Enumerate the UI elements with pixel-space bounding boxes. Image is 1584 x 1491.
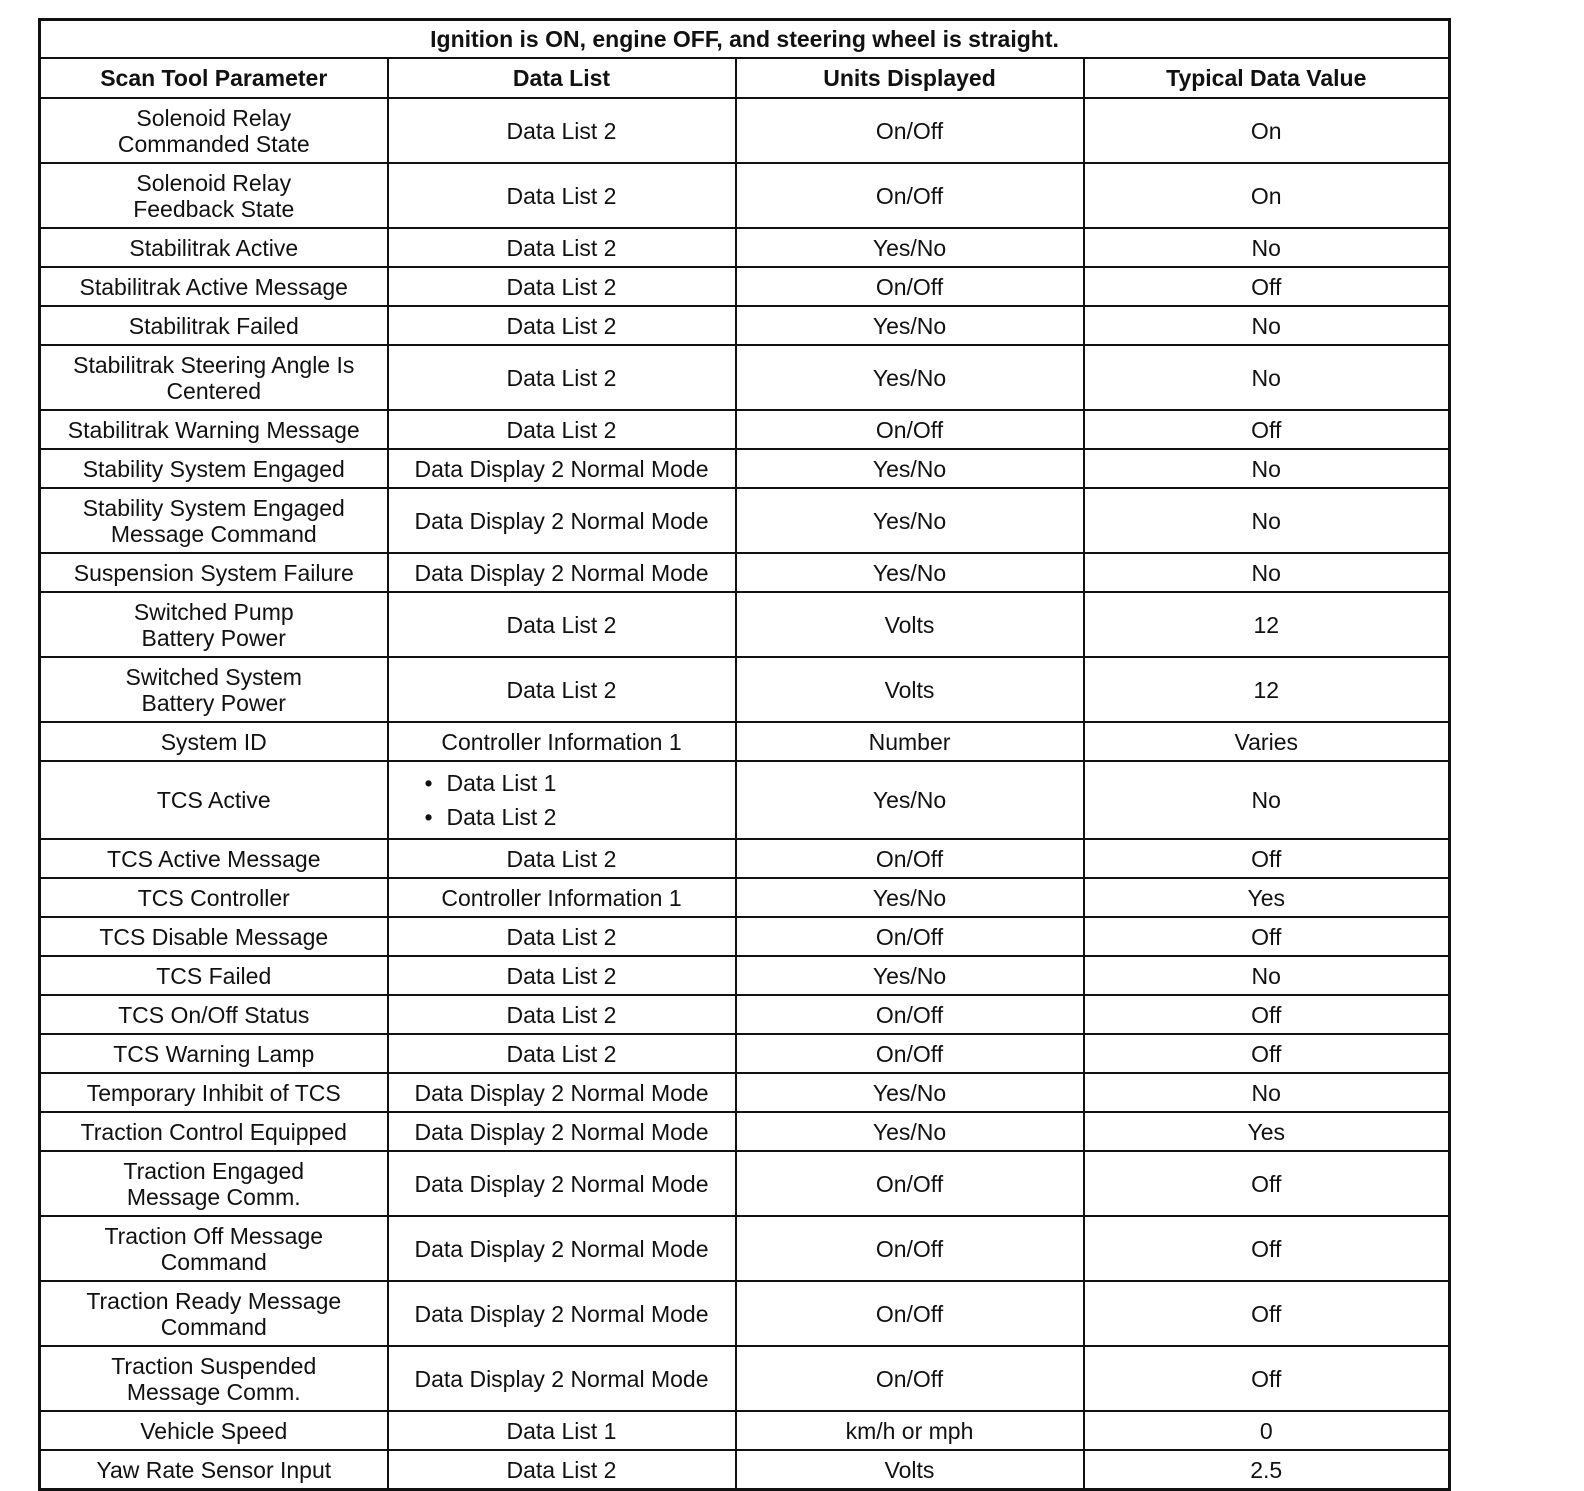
- cell-data-list: [388, 657, 736, 722]
- column-header-units: Units Displayed: [736, 58, 1084, 98]
- cell-typical-value: Off: [1084, 1034, 1450, 1073]
- cell-units: On/Off: [736, 1346, 1084, 1411]
- table-row: [40, 1073, 1450, 1112]
- cell-parameter: [40, 1346, 388, 1411]
- parameter-text: Message Comm.: [126, 1183, 301, 1210]
- cell-units: On/Off: [736, 917, 1084, 956]
- cell-typical-value: 12: [1084, 657, 1450, 722]
- data-list-text: Data List 1: [446, 770, 557, 796]
- cell-typical-value: No: [1084, 761, 1450, 839]
- parameter-text: Stability System Engaged: [82, 494, 345, 521]
- parameter-text: Feedback State: [133, 195, 295, 222]
- list-item: [425, 800, 729, 834]
- table-row: [40, 163, 1450, 228]
- table-body: [40, 98, 1450, 1490]
- parameter-text: Solenoid Relay: [136, 104, 292, 131]
- table-row: [40, 917, 1450, 956]
- cell-parameter: [40, 98, 388, 163]
- data-list-text: Data List 2: [506, 234, 617, 261]
- cell-parameter: [40, 592, 388, 657]
- parameter-text: Centered: [166, 377, 262, 404]
- cell-parameter: [40, 228, 388, 267]
- column-header-typical-value: Typical Data Value: [1084, 58, 1450, 98]
- cell-typical-value: Off: [1084, 995, 1450, 1034]
- cell-typical-value: Off: [1084, 410, 1450, 449]
- cell-units: Yes/No: [736, 1073, 1084, 1112]
- data-list-text: Data List 2: [506, 611, 617, 638]
- cell-typical-value: Off: [1084, 839, 1450, 878]
- cell-typical-value: Off: [1084, 1216, 1450, 1281]
- parameter-text: Vehicle Speed: [140, 1417, 288, 1444]
- cell-parameter: [40, 163, 388, 228]
- table-row: [40, 1151, 1450, 1216]
- cell-data-list: [388, 917, 736, 956]
- table-row: [40, 228, 1450, 267]
- parameter-text: Message Comm.: [126, 1378, 301, 1405]
- cell-units: Yes/No: [736, 449, 1084, 488]
- data-list-text: Data List 2: [506, 962, 617, 989]
- parameter-text: Stabilitrak Steering Angle Is: [73, 351, 355, 378]
- cell-units: Yes/No: [736, 488, 1084, 553]
- cell-parameter: [40, 995, 388, 1034]
- cell-units: On/Off: [736, 1216, 1084, 1281]
- data-list-text: Data List 2: [506, 1456, 617, 1483]
- parameter-text: Solenoid Relay: [136, 169, 292, 196]
- cell-data-list: [388, 306, 736, 345]
- table-row: [40, 657, 1450, 722]
- parameter-text: Battery Power: [141, 689, 286, 716]
- cell-units: On/Off: [736, 163, 1084, 228]
- table-row: [40, 267, 1450, 306]
- table-row: [40, 1450, 1450, 1490]
- cell-data-list: [388, 1346, 736, 1411]
- parameter-text: Commanded State: [117, 130, 310, 157]
- cell-parameter: [40, 657, 388, 722]
- parameter-text: TCS On/Off Status: [118, 1001, 310, 1028]
- cell-units: On/Off: [736, 410, 1084, 449]
- cell-units: Number: [736, 722, 1084, 761]
- parameter-text: Stabilitrak Active Message: [79, 273, 348, 300]
- cell-parameter: [40, 1281, 388, 1346]
- parameter-text: Traction Ready Message: [86, 1287, 342, 1314]
- cell-typical-value: Yes: [1084, 878, 1450, 917]
- cell-parameter: [40, 917, 388, 956]
- data-list-text: Data List 2: [506, 364, 617, 391]
- cell-data-list: [388, 1450, 736, 1490]
- cell-parameter: [40, 345, 388, 410]
- parameter-text: TCS Warning Lamp: [113, 1040, 315, 1067]
- cell-data-list: [388, 761, 736, 839]
- cell-data-list: [388, 1073, 736, 1112]
- scan-tool-data-table: [38, 18, 1451, 1491]
- data-list-text: Data Display 2 Normal Mode: [414, 1300, 709, 1327]
- cell-parameter: [40, 1216, 388, 1281]
- cell-typical-value: No: [1084, 306, 1450, 345]
- cell-parameter: [40, 1450, 388, 1490]
- cell-units: Yes/No: [736, 878, 1084, 917]
- table-row: [40, 722, 1450, 761]
- cell-units: Yes/No: [736, 956, 1084, 995]
- cell-parameter: [40, 267, 388, 306]
- parameter-text: Stabilitrak Active: [129, 234, 299, 261]
- cell-units: Volts: [736, 592, 1084, 657]
- parameter-text: Temporary Inhibit of TCS: [86, 1079, 341, 1106]
- data-list-text: Data List 2: [506, 312, 617, 339]
- cell-typical-value: On: [1084, 98, 1450, 163]
- table-row: [40, 995, 1450, 1034]
- cell-data-list: [388, 995, 736, 1034]
- cell-units: On/Off: [736, 995, 1084, 1034]
- cell-data-list: [388, 1281, 736, 1346]
- data-list-bullets: [395, 766, 729, 834]
- data-list-text: Data Display 2 Normal Mode: [414, 1118, 709, 1145]
- parameter-text: Traction Engaged: [123, 1157, 305, 1184]
- cell-parameter: [40, 761, 388, 839]
- data-list-text: Data List 2: [506, 1040, 617, 1067]
- parameter-text: Battery Power: [141, 624, 286, 651]
- cell-units: Yes/No: [736, 306, 1084, 345]
- cell-parameter: [40, 488, 388, 553]
- data-list-text: Data List 2: [446, 804, 557, 830]
- cell-data-list: [388, 1216, 736, 1281]
- parameter-text: TCS Active: [156, 787, 271, 813]
- cell-typical-value: No: [1084, 228, 1450, 267]
- parameter-text: System ID: [160, 728, 267, 755]
- table-row: [40, 839, 1450, 878]
- cell-units: Volts: [736, 657, 1084, 722]
- cell-data-list: [388, 1112, 736, 1151]
- cell-parameter: [40, 1073, 388, 1112]
- data-list-text: Data Display 2 Normal Mode: [414, 559, 709, 586]
- parameter-text: Switched Pump: [133, 598, 294, 625]
- parameter-text: Stability System Engaged: [82, 455, 345, 482]
- table-row: [40, 1034, 1450, 1073]
- cell-parameter: [40, 722, 388, 761]
- table-row: [40, 449, 1450, 488]
- cell-data-list: [388, 1411, 736, 1450]
- list-item: [425, 766, 729, 800]
- cell-typical-value: No: [1084, 488, 1450, 553]
- table-row: [40, 1281, 1450, 1346]
- data-list-text: Data Display 2 Normal Mode: [414, 507, 709, 534]
- cell-units: Yes/No: [736, 345, 1084, 410]
- cell-typical-value: Yes: [1084, 1112, 1450, 1151]
- data-list-text: Data List 2: [506, 182, 617, 209]
- cell-data-list: [388, 839, 736, 878]
- parameter-text: Yaw Rate Sensor Input: [96, 1456, 332, 1483]
- data-list-text: Data List 2: [506, 845, 617, 872]
- cell-units: On/Off: [736, 1151, 1084, 1216]
- cell-typical-value: Varies: [1084, 722, 1450, 761]
- cell-typical-value: Off: [1084, 1151, 1450, 1216]
- cell-typical-value: Off: [1084, 917, 1450, 956]
- cell-data-list: [388, 449, 736, 488]
- cell-data-list: [388, 228, 736, 267]
- cell-data-list: [388, 956, 736, 995]
- parameter-text: Traction Control Equipped: [80, 1118, 347, 1145]
- cell-parameter: [40, 1411, 388, 1450]
- table-row: [40, 98, 1450, 163]
- cell-units: km/h or mph: [736, 1411, 1084, 1450]
- cell-typical-value: No: [1084, 553, 1450, 592]
- cell-typical-value: No: [1084, 956, 1450, 995]
- table-row: [40, 878, 1450, 917]
- cell-data-list: [388, 553, 736, 592]
- table-row: [40, 306, 1450, 345]
- data-list-text: Data List 2: [506, 923, 617, 950]
- parameter-text: TCS Disable Message: [99, 923, 329, 950]
- cell-units: On/Off: [736, 1034, 1084, 1073]
- parameter-text: Stabilitrak Warning Message: [67, 416, 360, 443]
- cell-typical-value: Off: [1084, 1346, 1450, 1411]
- table-row: [40, 1346, 1450, 1411]
- cell-data-list: [388, 488, 736, 553]
- parameter-text: TCS Controller: [137, 884, 290, 911]
- data-list-text: Data Display 2 Normal Mode: [414, 1079, 709, 1106]
- cell-units: Yes/No: [736, 553, 1084, 592]
- cell-parameter: [40, 1112, 388, 1151]
- column-header-parameter: Scan Tool Parameter: [40, 58, 388, 98]
- cell-data-list: [388, 345, 736, 410]
- data-list-text: Data List 1: [506, 1417, 617, 1444]
- cell-typical-value: 2.5: [1084, 1450, 1450, 1490]
- cell-typical-value: No: [1084, 1073, 1450, 1112]
- table-row: [40, 410, 1450, 449]
- cell-data-list: [388, 163, 736, 228]
- parameter-text: Command: [160, 1248, 267, 1275]
- table-row: [40, 1112, 1450, 1151]
- cell-data-list: [388, 722, 736, 761]
- table-row: [40, 488, 1450, 553]
- table-caption: Ignition is ON, engine OFF, and steering wheel is straight.: [40, 20, 1450, 59]
- cell-data-list: [388, 1151, 736, 1216]
- cell-parameter: [40, 1151, 388, 1216]
- data-list-text: Data List 2: [506, 273, 617, 300]
- cell-parameter: [40, 553, 388, 592]
- cell-parameter: [40, 1034, 388, 1073]
- cell-typical-value: Off: [1084, 267, 1450, 306]
- cell-typical-value: No: [1084, 345, 1450, 410]
- cell-data-list: [388, 878, 736, 917]
- parameter-text: Traction Suspended: [111, 1352, 317, 1379]
- parameter-text: Suspension System Failure: [73, 559, 354, 586]
- parameter-text: Switched System: [125, 663, 302, 690]
- cell-typical-value: 0: [1084, 1411, 1450, 1450]
- table-header-row: [40, 58, 1450, 98]
- cell-units: On/Off: [736, 1281, 1084, 1346]
- data-list-text: Data Display 2 Normal Mode: [414, 1170, 709, 1197]
- cell-units: On/Off: [736, 839, 1084, 878]
- cell-typical-value: Off: [1084, 1281, 1450, 1346]
- cell-parameter: [40, 839, 388, 878]
- cell-units: Yes/No: [736, 1112, 1084, 1151]
- data-list-text: Data Display 2 Normal Mode: [414, 1365, 709, 1392]
- cell-units: On/Off: [736, 267, 1084, 306]
- data-list-text: Controller Information 1: [441, 884, 682, 911]
- cell-parameter: [40, 410, 388, 449]
- table-caption-row: [40, 20, 1450, 59]
- table-row: [40, 761, 1450, 839]
- table-row: [40, 956, 1450, 995]
- cell-parameter: [40, 449, 388, 488]
- cell-data-list: [388, 592, 736, 657]
- data-list-text: Controller Information 1: [441, 728, 682, 755]
- data-list-text: Data List 2: [506, 117, 617, 144]
- parameter-text: Stabilitrak Failed: [128, 312, 299, 339]
- parameter-text: Traction Off Message: [104, 1222, 324, 1249]
- table-row: [40, 1411, 1450, 1450]
- data-list-text: Data List 2: [506, 416, 617, 443]
- cell-units: Yes/No: [736, 761, 1084, 839]
- data-list-text: Data Display 2 Normal Mode: [414, 455, 709, 482]
- cell-parameter: [40, 306, 388, 345]
- table-row: [40, 592, 1450, 657]
- parameter-text: Message Command: [110, 520, 317, 547]
- parameter-text: TCS Failed: [156, 962, 272, 989]
- column-header-data-list: Data List: [388, 58, 736, 98]
- cell-data-list: [388, 98, 736, 163]
- cell-typical-value: No: [1084, 449, 1450, 488]
- cell-data-list: [388, 267, 736, 306]
- table-row: [40, 345, 1450, 410]
- cell-units: Volts: [736, 1450, 1084, 1490]
- cell-data-list: [388, 410, 736, 449]
- parameter-text: Command: [160, 1313, 267, 1340]
- parameter-text: TCS Active Message: [107, 845, 321, 872]
- cell-typical-value: 12: [1084, 592, 1450, 657]
- cell-parameter: [40, 956, 388, 995]
- cell-units: On/Off: [736, 98, 1084, 163]
- table-row: [40, 1216, 1450, 1281]
- table-row: [40, 553, 1450, 592]
- data-list-text: Data List 2: [506, 676, 617, 703]
- data-list-text: Data List 2: [506, 1001, 617, 1028]
- cell-units: Yes/No: [736, 228, 1084, 267]
- cell-parameter: [40, 878, 388, 917]
- cell-typical-value: On: [1084, 163, 1450, 228]
- data-list-text: Data Display 2 Normal Mode: [414, 1235, 709, 1262]
- cell-data-list: [388, 1034, 736, 1073]
